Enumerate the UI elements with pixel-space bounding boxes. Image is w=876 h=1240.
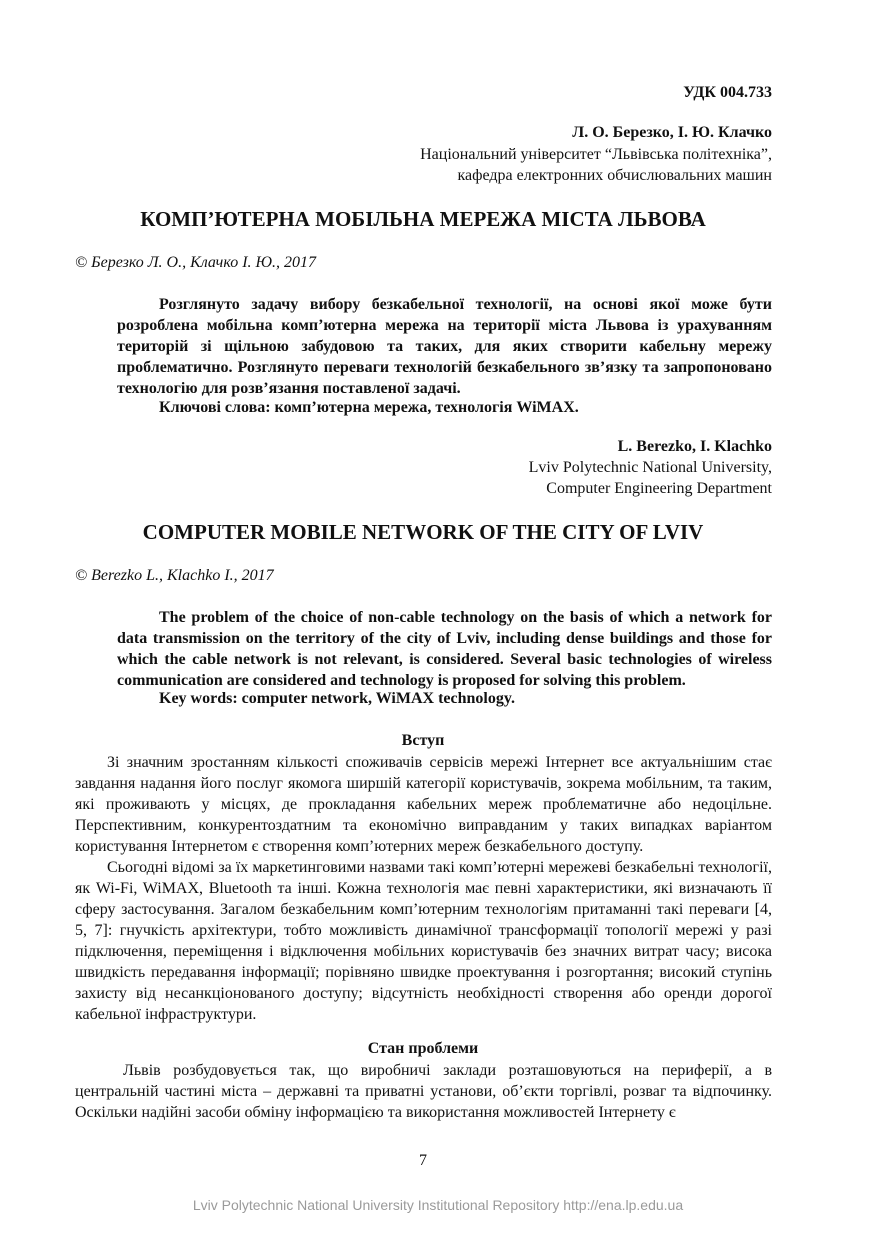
affiliation-en-line2: Computer Engineering Department: [546, 480, 772, 497]
udk-code: УДК 004.733: [683, 84, 772, 101]
copyright-ua: © Березко Л. О., Клачко І. Ю., 2017: [75, 254, 317, 271]
abstract-ua: Розглянуто задачу вибору безкабельної технології, на основі якої може бути розроблена мобільна комп’ютерна мережа на території міста Львова із урахуванням територій зі щільною забудовою та таких, для яких створити кабельну мережу проблематично. Розглянуто переваги технологій безкабельного зв’язку та запропоновано технологію для розв’язання поставленої задачі.: [117, 296, 772, 397]
abstract-en: The problem of the choice of non-cable technology on the basis of which a network for data transmission on the territory of the city of Lviv, including dense buildings and those for which the cable network is not relevant, is considered. Several basic technologies of wireless communication are considered and technology is proposed for solving this problem.: [117, 609, 772, 689]
copyright-en: © Berezko L., Klachko I., 2017: [75, 567, 274, 584]
section-title-problem: Стан проблеми: [367, 1040, 479, 1057]
keywords-en: Key words: computer network, WiMAX technology.: [159, 690, 515, 707]
problem-paragraph-1: Львів розбудовується так, що виробничі заклади розташовуються на периферії, а в центральній частині міста – державні та приватні установи, об’єкти торгівлі, розваг та відпочинку. Оскільки надійні засоби обміну інформацією та використання можливостей Інтернету є: [75, 1062, 772, 1121]
section-title-intro: Вступ: [401, 732, 445, 749]
intro-paragraph-1: Зі значним зростанням кількості споживачів сервісів мережі Інтернет все актуальнішим стає завдання надання його послуг якомога ширшій категорії користувачів, зокрема мобільним, та таким, які проживають у місцях, де прокладання кабельних мереж проблематичне або недоцільне. Перспективним, конкурентоздатним та економічно виправданим у таких випадках варіантом користування Інтернетом є створення комп’ютерних мереж безкабельного доступу.: [75, 754, 772, 855]
page-number: 7: [419, 1152, 427, 1169]
intro-paragraph-2: Сьогодні відомі за їх маркетинговими назвами такі комп’ютерні мережеві безкабельні технології, як Wi-Fi, WiMAX, Bluetooth та інші. Кожна технологія має певні характеристики, які визначають її сферу застосування. Загалом безкабельним комп’ютерним технологіям притаманні такі переваги [4, 5, 7]: гнучкість архітектури, тобто можливість динамічної трансформації топології мережі у разі підключення, переміщення і відключення мобільних користувачів без значних витрат часу; висока швидкість передавання інформації; порівняно швидке проектування і розгортання; високий ступінь захисту від несанкціонованого доступу; відсутність необхідності створення або оренди дорогої кабельної інфраструктури.: [75, 859, 772, 1023]
affiliation-ua-line1: Національний університет “Львівська політехніка”,: [420, 146, 772, 163]
title-ua: КОМП’ЮТЕРНА МОБІЛЬНА МЕРЕЖА МІСТА ЛЬВОВА: [140, 207, 706, 231]
authors-ua: Л. О. Березко, І. Ю. Клачко: [572, 124, 772, 141]
keywords-ua: Ключові слова: комп’ютерна мережа, технологія WiMAX.: [159, 399, 579, 416]
authors-en: L. Berezko, I. Klachko: [617, 438, 772, 455]
affiliation-en-line1: Lviv Polytechnic National University,: [528, 459, 772, 476]
title-en: COMPUTER MOBILE NETWORK OF THE CITY OF LVIV: [142, 520, 704, 544]
affiliation-ua-line2: кафедра електронних обчислювальних машин: [457, 167, 772, 184]
repository-footer: Lviv Polytechnic National University Institutional Repository http://ena.lp.edu.ua: [192, 1197, 684, 1213]
